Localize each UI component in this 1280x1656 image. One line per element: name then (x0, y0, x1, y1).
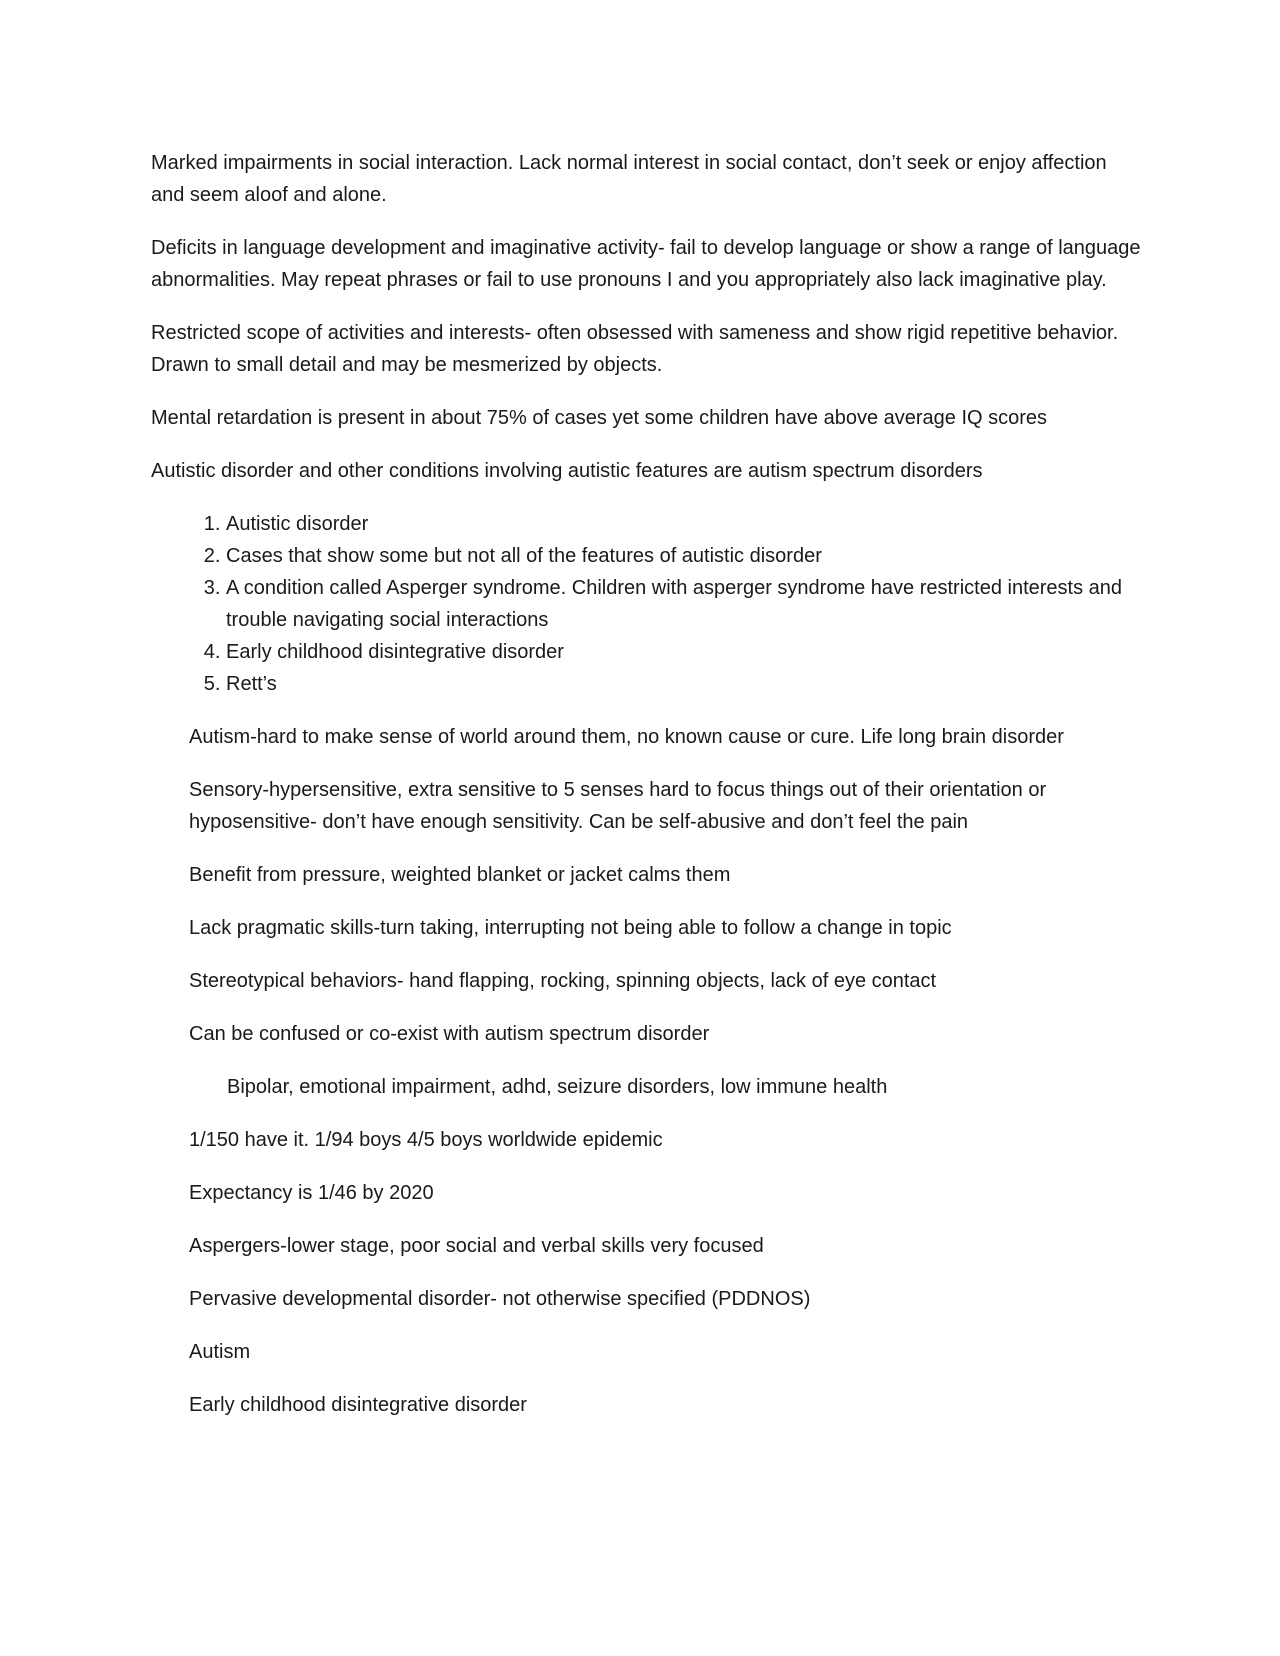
paragraph-mental-retardation: Mental retardation is present in about 75% of cases yet some children have above average IQ scores (151, 407, 1048, 429)
paragraph-aspergers: Aspergers-lower stage, poor social and verbal skills very focused (189, 1235, 764, 1257)
paragraph-coexisting-conditions: Bipolar, emotional impairment, adhd, seizure disorders, low immune health (227, 1076, 888, 1098)
list-item: 4. Early childhood disintegrative disorder (226, 636, 1141, 668)
paragraph-confused: Can be confused or co-exist with autism spectrum disorder (189, 1023, 710, 1045)
paragraph-spectrum-intro: Autistic disorder and other conditions involving autistic features are autism spectrum disorders (151, 460, 983, 482)
paragraph-pressure: Benefit from pressure, weighted blanket or jacket calms them (189, 864, 731, 886)
paragraph-social-interaction: Marked impairments in social interaction. Lack normal interest in social contact, don’t seek or enjoy affection and seem aloof and alone. (151, 152, 1107, 206)
paragraph-expectancy: Expectancy is 1/46 by 2020 (189, 1182, 434, 1204)
paragraph-prevalence: 1/150 have it. 1/94 boys 4/5 boys worldwide epidemic (189, 1129, 663, 1151)
paragraph-cdd: Early childhood disintegrative disorder (189, 1394, 527, 1416)
paragraph-pdd-nos: Pervasive developmental disorder- not otherwise specified (PDDNOS) (189, 1288, 811, 1310)
list-item: 3. A condition called Asperger syndrome. Children with asperger syndrome have restricted interests and trouble navigating social interactions (226, 572, 1141, 636)
document-body (151, 147, 1141, 1442)
paragraph-stereotypical: Stereotypical behaviors- hand flapping, rocking, spinning objects, lack of eye contact (189, 970, 937, 992)
paragraph-pragmatic: Lack pragmatic skills-turn taking, interrupting not being able to follow a change in topic (189, 917, 952, 939)
paragraph-language-deficits: Deficits in language development and imaginative activity- fail to develop language or show a range of language abnormalities. May repeat phrases or fail to use pronouns I and you appropriately also lack imaginative play. (151, 237, 1141, 291)
list-item: 2. Cases that show some but not all of the features of autistic disorder (226, 540, 1141, 572)
paragraph-autism: Autism-hard to make sense of world around them, no known cause or cure. Life long brain disorder (189, 726, 1064, 748)
paragraph-sensory: Sensory-hypersensitive, extra sensitive to 5 senses hard to focus things out of their orientation or hyposensitive- don’t have enough sensitivity. Can be self-abusive and don’t feel the pain (189, 779, 1047, 833)
list-item: 1. Autistic disorder (226, 508, 1141, 540)
paragraph-restricted-scope: Restricted scope of activities and interests- often obsessed with sameness and show rigid repetitive behavior. Drawn to small detail and may be mesmerized by objects. (151, 322, 1119, 376)
list-item: 5. Rett’s (226, 668, 1141, 700)
paragraph-autism-label: Autism (189, 1341, 251, 1363)
spectrum-disorders-list (151, 508, 1141, 700)
